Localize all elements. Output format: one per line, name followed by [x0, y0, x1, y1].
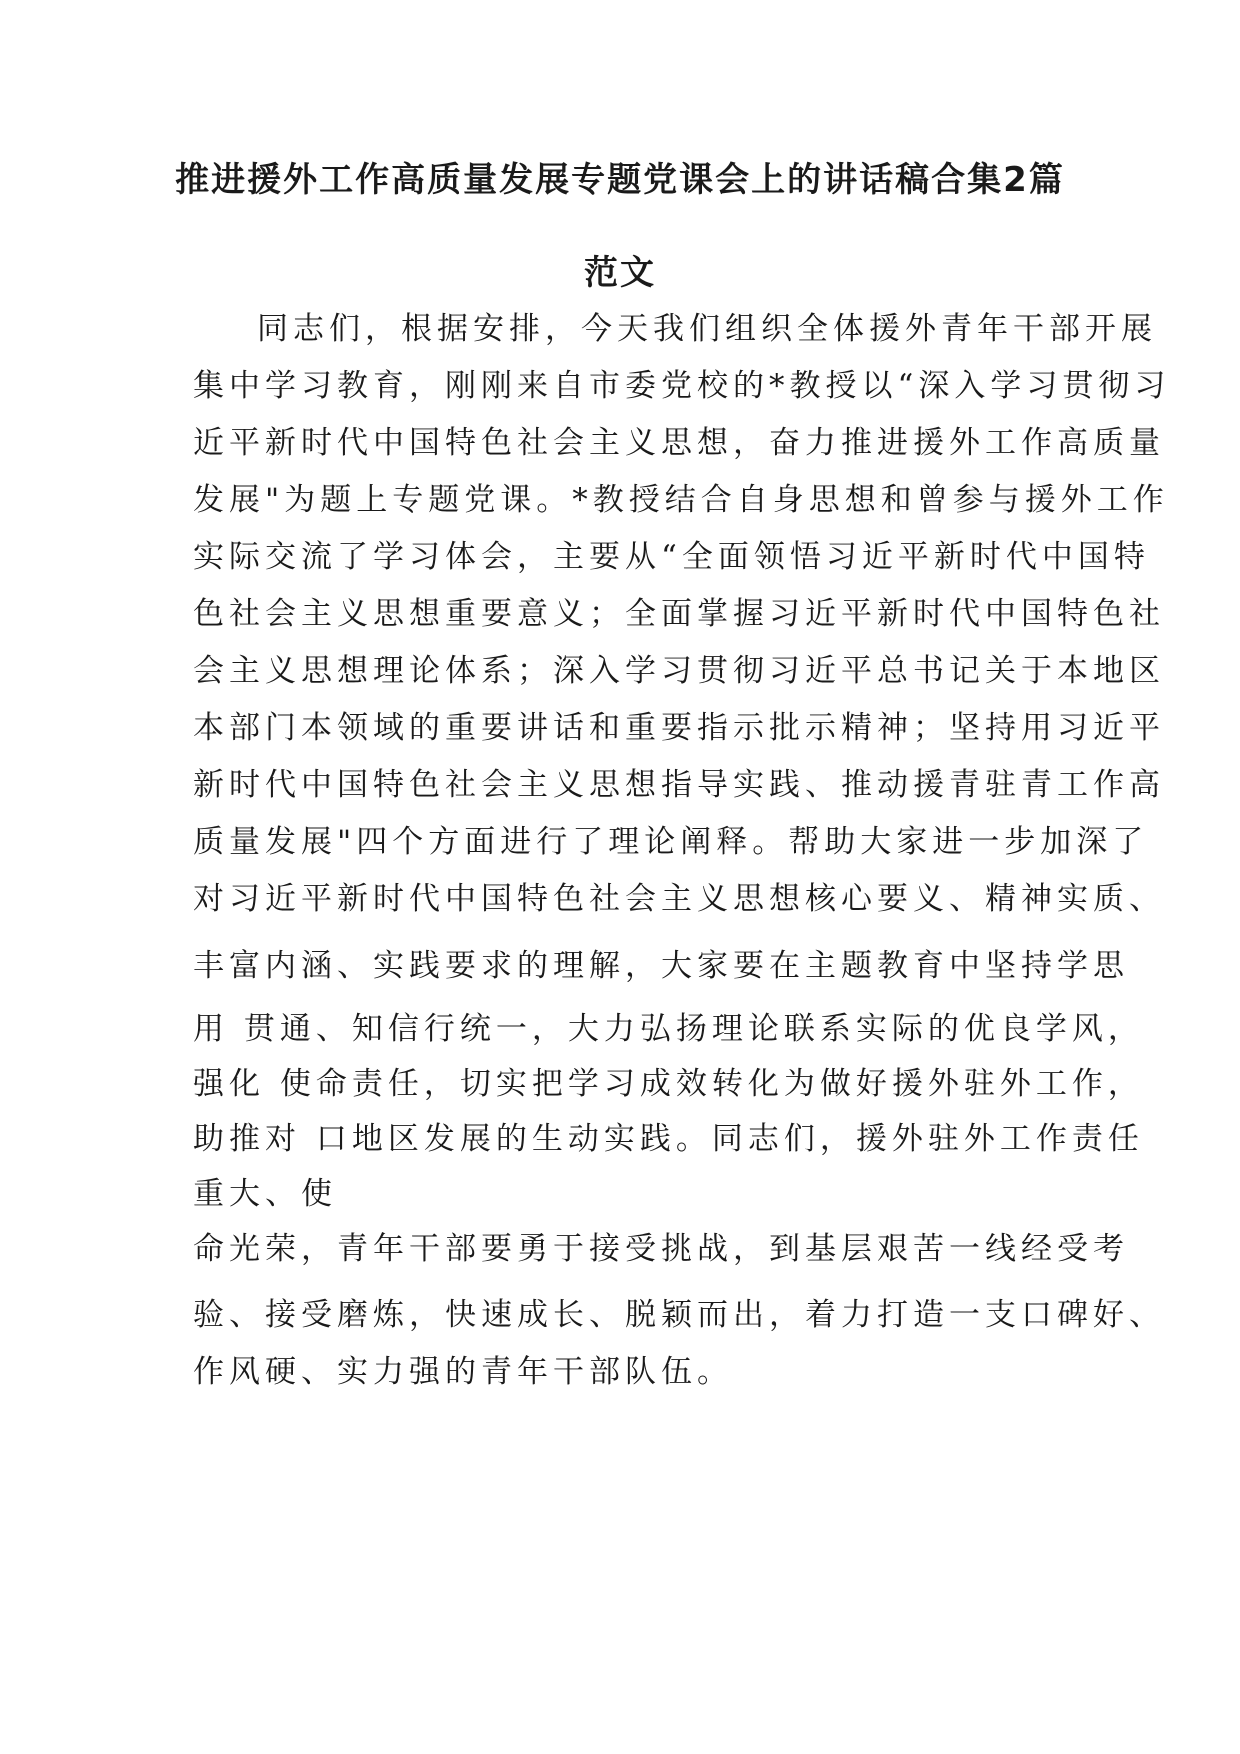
- document-title-line-2: 范文: [584, 253, 656, 293]
- body-text-line: 对习近平新时代中国特色社会主义思想核心要义、精神实质、: [193, 881, 1165, 917]
- body-text-line: 近平新时代中国特色社会主义思想，奋力推进援外工作高质量: [193, 425, 1165, 461]
- body-text-line: 会主义思想理论体系；深入学习贯彻习近平总书记关于本地区: [193, 653, 1165, 689]
- body-text-line: 验、接受磨炼，快速成长、脱颖而出，着力打造一支口碑好、: [193, 1297, 1165, 1333]
- body-text-line: 本部门本领域的重要讲话和重要指示批示精神；坚持用习近平: [193, 710, 1165, 746]
- body-text-line: 丰富内涵、实践要求的理解，大家要在主题教育中坚持学思: [193, 948, 1129, 984]
- body-text-line: 色社会主义思想重要意义；全面掌握习近平新时代中国特色社: [193, 596, 1165, 632]
- body-text-line: 同志们，根据安排，今天我们组织全体援外青年干部开展: [257, 311, 1157, 347]
- body-text-line: 作风硬、实力强的青年干部队伍。: [193, 1354, 733, 1390]
- body-text-line: 命光荣，青年干部要勇于接受挑战，到基层艰苦一线经受考: [193, 1231, 1129, 1267]
- body-text-line: 强化 使命责任，切实把学习成效转化为做好援外驻外工作，: [193, 1066, 1144, 1102]
- body-text-line: 助推对 口地区发展的生动实践。同志们，援外驻外工作责任: [193, 1121, 1144, 1157]
- body-text-line: 实际交流了学习体会，主要从“全面领悟习近平新时代中国特: [193, 539, 1150, 575]
- body-text-line: 用 贯通、知信行统一，大力弘扬理论联系实际的优良学风，: [193, 1011, 1144, 1047]
- body-text-line: 质量发展"四个方面进行了理论阐释。帮助大家进一步加深了: [193, 824, 1149, 860]
- document-title-line-1: 推进援外工作高质量发展专题党课会上的讲话稿合集2篇: [175, 160, 1065, 200]
- body-text-line: 新时代中国特色社会主义思想指导实践、推动援青驻青工作高: [193, 767, 1165, 803]
- body-text-line: 重大、使: [193, 1176, 337, 1212]
- body-text-line: 发展"为题上专题党课。*教授结合自身思想和曾参与援外工作: [193, 482, 1169, 518]
- body-text-line: 集中学习教育，刚刚来自市委党校的*教授以“深入学习贯彻习: [193, 368, 1171, 404]
